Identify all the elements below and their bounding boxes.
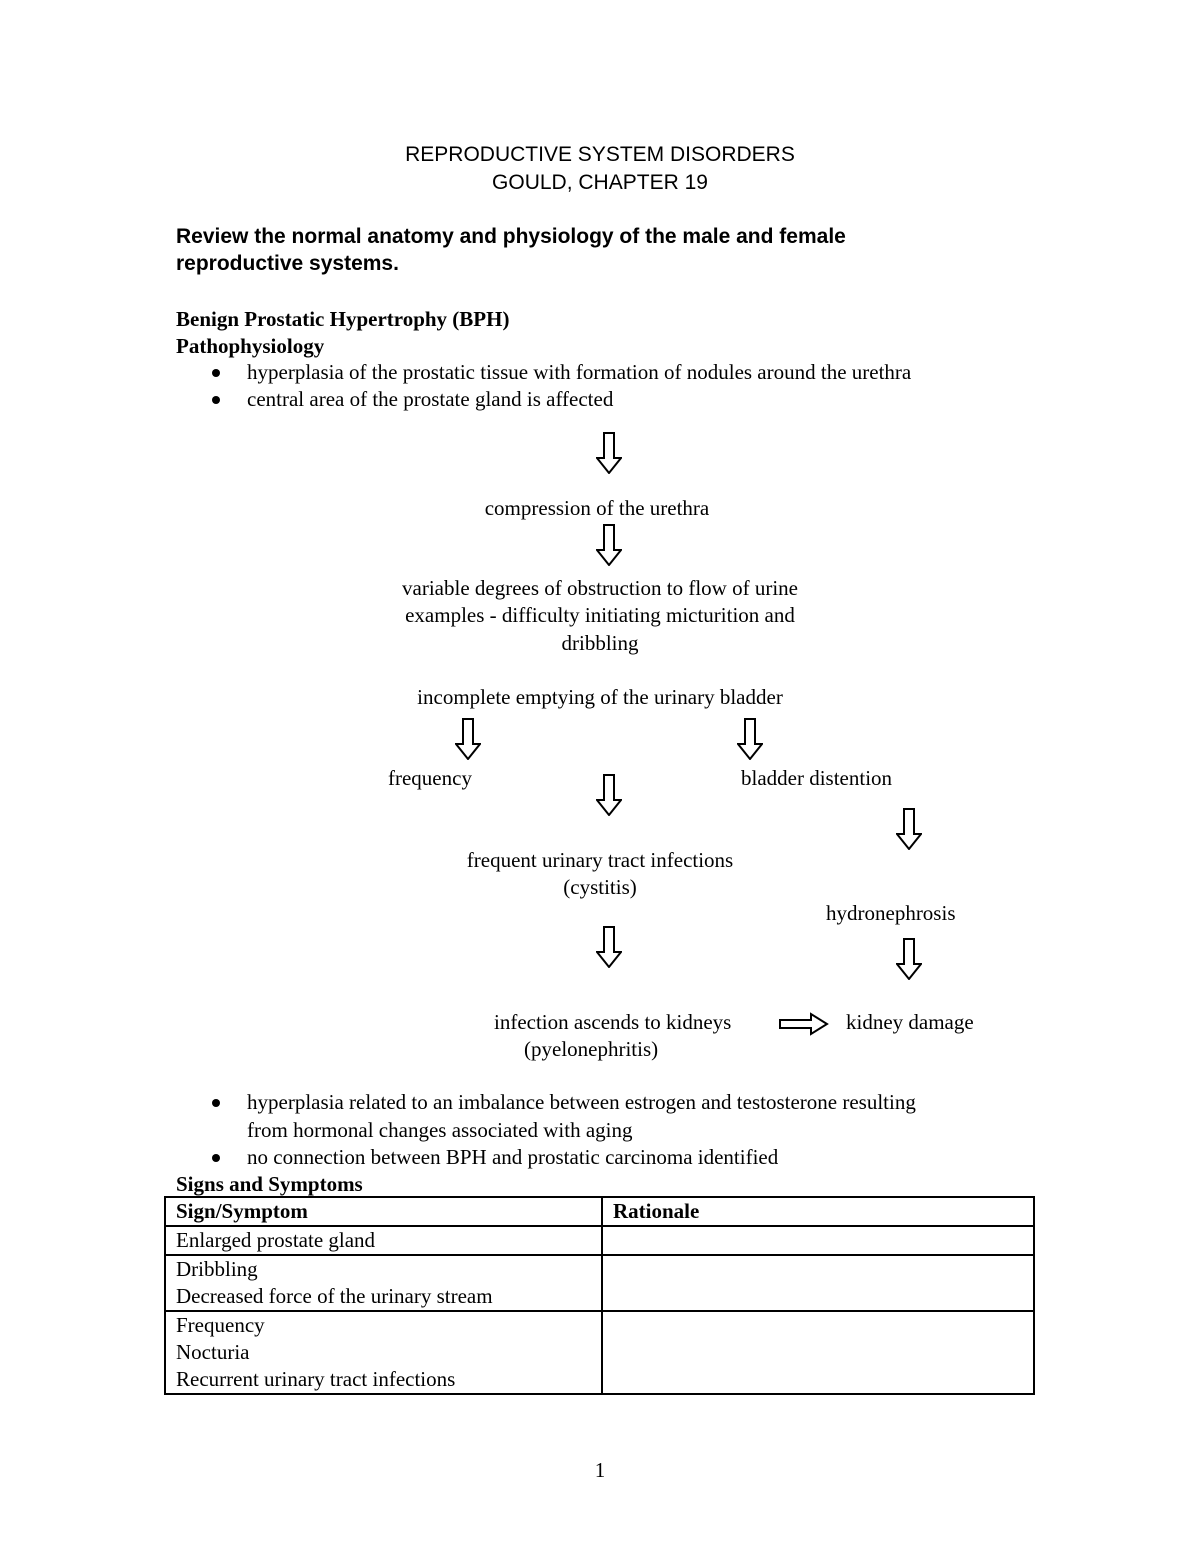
sign-line: Decreased force of the urinary stream bbox=[176, 1284, 493, 1308]
bullet-text: hyperplasia related to an imbalance between estrogen and testosterone resulting bbox=[247, 1090, 916, 1114]
flow-frequency: frequency bbox=[388, 766, 472, 790]
bullet-icon bbox=[212, 1099, 220, 1107]
flow-uti-line-2: (cystitis) bbox=[563, 875, 637, 899]
table-row bbox=[165, 1255, 1034, 1311]
flow-obstruction-line-1: variable degrees of obstruction to flow of urine bbox=[402, 576, 798, 600]
down-arrow-icon bbox=[455, 718, 481, 760]
flow-kidney-damage: kidney damage bbox=[846, 1010, 974, 1034]
flow-bladder-distention: bladder distention bbox=[741, 766, 893, 790]
document-title: REPRODUCTIVE SYSTEM DISORDERS bbox=[405, 143, 795, 166]
table-row bbox=[165, 1226, 1034, 1255]
down-arrow-icon bbox=[596, 926, 622, 968]
bullet-text-continued: from hormonal changes associated with aging bbox=[247, 1118, 633, 1142]
flow-hydronephrosis: hydronephrosis bbox=[826, 901, 956, 925]
flow-uti-line-1: frequent urinary tract infections bbox=[466, 848, 734, 872]
down-arrow-icon bbox=[737, 718, 763, 760]
sign-cell bbox=[165, 1311, 602, 1394]
bullet-text: no connection between BPH and prostatic carcinoma identified bbox=[247, 1145, 779, 1169]
down-arrow-icon bbox=[596, 432, 622, 474]
sign-cell bbox=[165, 1226, 602, 1255]
sign-line: Frequency bbox=[176, 1313, 265, 1337]
right-arrow-icon bbox=[779, 1012, 829, 1036]
table-header-row bbox=[165, 1197, 1034, 1226]
bullet-text: hyperplasia of the prostatic tissue with formation of nodules around the urethra bbox=[247, 360, 912, 384]
flow-infection-ascends: infection ascends to kidneys bbox=[494, 1010, 732, 1034]
flow-pyelonephritis: (pyelonephritis) bbox=[524, 1037, 659, 1061]
sign-line: Enlarged prostate gland bbox=[176, 1228, 376, 1252]
flow-obstruction-line-3: dribbling bbox=[561, 631, 639, 655]
page-number: 1 bbox=[594, 1458, 606, 1482]
bullet-icon bbox=[212, 1154, 220, 1162]
rationale-cell bbox=[602, 1255, 1034, 1311]
down-arrow-icon bbox=[896, 938, 922, 980]
signs-table bbox=[164, 1196, 1035, 1395]
intro-line-1: Review the normal anatomy and physiology of the male and female bbox=[176, 225, 846, 248]
column-header-rationale: Rationale bbox=[602, 1197, 1034, 1226]
column-header-sign: Sign/Symptom bbox=[165, 1197, 602, 1226]
flow-obstruction-line-2: examples - difficulty initiating micturition and bbox=[405, 603, 795, 627]
down-arrow-icon bbox=[896, 808, 922, 850]
sign-line: Dribbling bbox=[176, 1257, 258, 1281]
sign-line: Nocturia bbox=[176, 1340, 250, 1364]
bullet-icon bbox=[212, 369, 220, 377]
bullet-text: central area of the prostate gland is affected bbox=[247, 387, 614, 411]
rationale-cell bbox=[602, 1226, 1034, 1255]
sign-cell bbox=[165, 1255, 602, 1311]
section-heading-bph: Benign Prostatic Hypertrophy (BPH) bbox=[176, 307, 510, 331]
table-row bbox=[165, 1311, 1034, 1394]
flow-incomplete-emptying: incomplete emptying of the urinary bladder bbox=[417, 685, 783, 709]
bullet-icon bbox=[212, 396, 220, 404]
sign-line: Recurrent urinary tract infections bbox=[176, 1367, 456, 1391]
flow-compression: compression of the urethra bbox=[484, 496, 710, 520]
intro-line-2: reproductive systems. bbox=[176, 252, 399, 275]
section-heading-signs: Signs and Symptoms bbox=[176, 1172, 363, 1196]
down-arrow-icon bbox=[596, 524, 622, 566]
down-arrow-icon bbox=[596, 774, 622, 816]
rationale-cell bbox=[602, 1311, 1034, 1394]
subheading-pathophysiology: Pathophysiology bbox=[176, 334, 325, 358]
document-subtitle: GOULD, CHAPTER 19 bbox=[492, 171, 708, 194]
